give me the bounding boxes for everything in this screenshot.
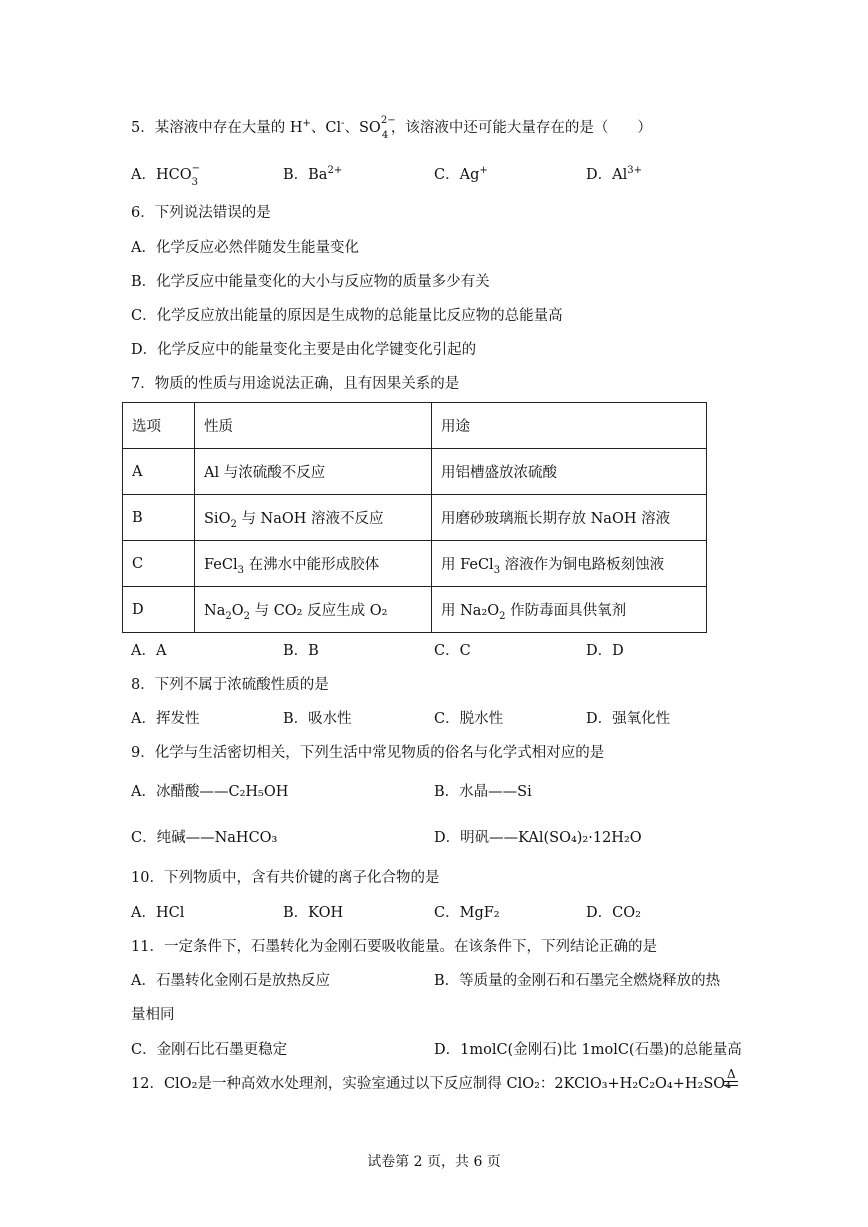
q5-option-b: B．$Ba^{2+}$ bbox=[283, 165, 343, 183]
q7-table bbox=[122, 402, 707, 633]
table-cell-use: 用铝槽盛放浓硫酸 bbox=[432, 449, 707, 495]
q9-option-b: B．水晶——Si bbox=[434, 784, 532, 800]
table-header-row bbox=[123, 403, 707, 449]
q6-option-c: C．化学反应放出能量的原因是生成物的总能量比反应物的总能量高 bbox=[131, 308, 563, 324]
q8-stem: 8．下列不属于浓硫酸性质的是 bbox=[131, 677, 329, 693]
table-cell-use: 用 $Na_2O_2$ 作防毒面具供氧剂 bbox=[432, 587, 707, 633]
q7-option-c: C．C bbox=[434, 643, 471, 659]
q11-stem: 11．一定条件下，石墨转化为金刚石要吸收能量。在该条件下，下列结论正确的是 bbox=[131, 939, 657, 955]
q8-option-d: D．强氧化性 bbox=[586, 711, 671, 727]
q10-option-d: D．CO₂ bbox=[586, 905, 641, 921]
q7-stem: 7．物质的性质与用途说法正确，且有因果关系的是 bbox=[131, 376, 460, 392]
q7-option-a: A．A bbox=[131, 643, 167, 659]
q5-stem: 5．某溶液中存在大量的 H+、Cl-、SO 2− 4 ，该溶液中还可能大量存在的是（ ） bbox=[131, 115, 652, 141]
q8-option-b: B．吸水性 bbox=[283, 711, 352, 727]
table-cell-use: 用磨砂玻璃瓶长期存放 NaOH 溶液 bbox=[432, 495, 707, 541]
q10-option-a: A．HCl bbox=[131, 905, 185, 921]
q7-option-b: B．B bbox=[283, 643, 319, 659]
q11-option-b-continued: 量相同 bbox=[131, 1007, 175, 1023]
q5-option-d: D．$Al^{3+}$ bbox=[586, 165, 642, 183]
page-footer: 试卷第 2 页，共 6 页 bbox=[367, 1154, 501, 1170]
q11-option-a: A．石墨转化金刚石是放热反应 bbox=[131, 973, 330, 989]
table-row bbox=[123, 449, 707, 495]
table-row bbox=[123, 587, 707, 633]
q7-option-d: D．D bbox=[586, 643, 624, 659]
q6-stem: 6．下列说法错误的是 bbox=[131, 205, 271, 221]
table-cell-property: $Na_2O_2$ 与 CO₂ 反应生成 O₂ bbox=[195, 587, 432, 633]
q6-option-a: A．化学反应必然伴随发生能量变化 bbox=[131, 240, 359, 256]
table-cell-property: SiO$_2$ 与 NaOH 溶液不反应 bbox=[195, 495, 432, 541]
q9-option-a: A．冰醋酸——C₂H₅OH bbox=[131, 784, 289, 800]
q5-option-c: C．Ag+ bbox=[434, 165, 488, 183]
table-cell-option: D bbox=[123, 587, 195, 633]
table-header-cell: 选项 bbox=[123, 403, 195, 449]
q8-option-a: A．挥发性 bbox=[131, 711, 200, 727]
q10-option-c: C．MgF₂ bbox=[434, 905, 500, 921]
table-cell-property: Al 与浓硫酸不反应 bbox=[195, 449, 432, 495]
table-row bbox=[123, 541, 707, 587]
q9-stem: 9．化学与生活密切相关，下列生活中常见物质的俗名与化学式相对应的是 bbox=[131, 745, 605, 761]
q10-option-b: B．KOH bbox=[283, 905, 344, 921]
q9-option-c: C．纯碱——NaHCO₃ bbox=[131, 830, 278, 846]
table-header-cell: 性质 bbox=[195, 403, 432, 449]
table-cell-use: 用 FeCl$_3$ 溶液作为铜电路板刻蚀液 bbox=[432, 541, 707, 587]
q11-option-b: B．等质量的金刚石和石墨完全燃烧释放的热 bbox=[434, 973, 721, 989]
table-row bbox=[123, 495, 707, 541]
table-cell-property: FeCl$_3$ 在沸水中能形成胶体 bbox=[195, 541, 432, 587]
table-cell-option: B bbox=[123, 495, 195, 541]
q9-option-d: D．明矾——KAl(SO₄)₂·12H₂O bbox=[434, 830, 642, 846]
q5-option-a: A．HCO − 3 bbox=[131, 163, 200, 188]
q10-stem: 10．下列物质中，含有共价键的离子化合物的是 bbox=[131, 870, 440, 886]
table-header-cell: 用途 bbox=[432, 403, 707, 449]
q11-option-c: C．金刚石比石墨更稳定 bbox=[131, 1042, 288, 1058]
q12-stem: 12．ClO₂是一种高效水处理剂，实验室通过以下反应制得 ClO₂：2KClO₃+H₂C₂O₄+H₂SO₄ bbox=[131, 1076, 731, 1092]
heat-condition-symbol: Δ bbox=[727, 1067, 736, 1081]
q8-option-c: C．脱水性 bbox=[434, 711, 504, 727]
table-cell-option: A bbox=[123, 449, 195, 495]
table-cell-option: C bbox=[123, 541, 195, 587]
q11-option-d: D．1molC(金刚石)比 1molC(石墨)的总能量高 bbox=[434, 1042, 742, 1058]
equals-sign bbox=[724, 1081, 738, 1086]
q6-option-b: B．化学反应中能量变化的大小与反应物的质量多少有关 bbox=[131, 274, 490, 290]
q6-option-d: D．化学反应中的能量变化主要是由化学键变化引起的 bbox=[131, 342, 477, 358]
